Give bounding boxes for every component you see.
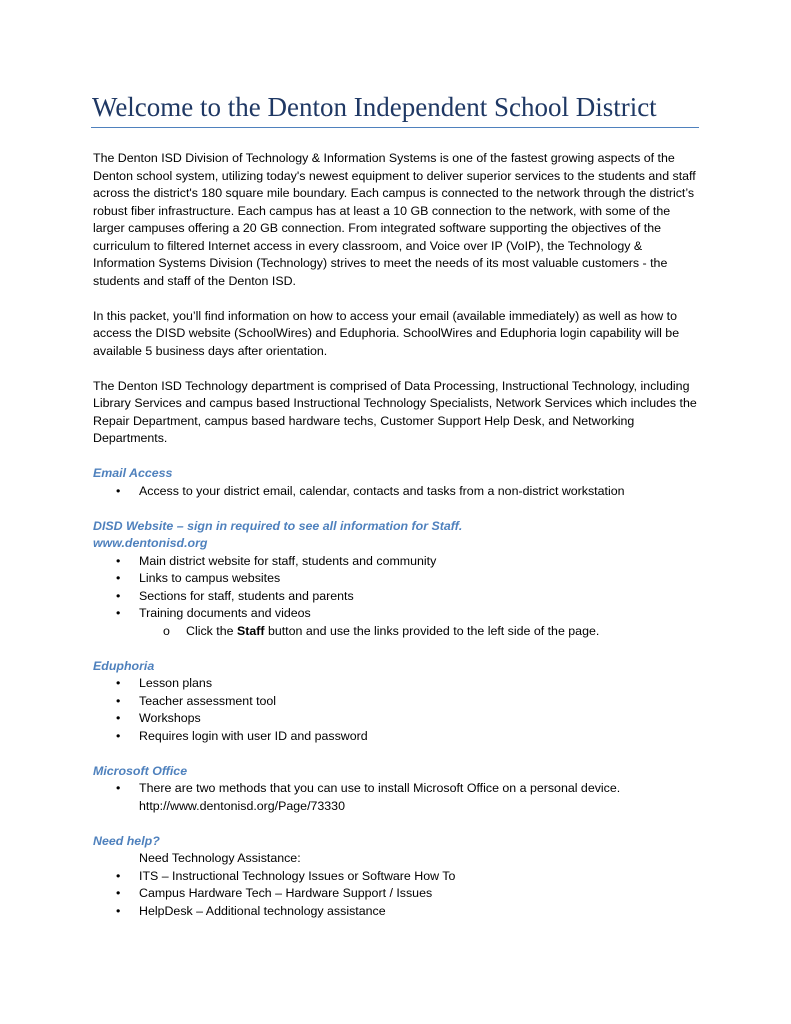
email-access-heading: Email Access: [93, 466, 173, 480]
intro-paragraph-2: In this packet, you’ll find information on how to access your email (available immediately) as well as how to access the DISD website (SchoolWires) and Eduphoria. SchoolWires and Eduphoria login capability will be available 5 business days after orientation.: [93, 308, 680, 358]
microsoft-office-section: [93, 763, 699, 816]
list-item: • Links to campus websites: [93, 570, 699, 588]
intro-paragraph-1: The Denton ISD Division of Technology & Information Systems is one of the fastest growing aspects of the Denton school system, utilizing today's newest equipment to deliver superior services to the students and staff across the district's 180 square mile boundary. Each campus is connected to the network through the district’s robust fiber infrastructure. Each campus has at least a 10 GB connection to the network, with some of the larger campuses offering a 20 GB connection. From integrated software supporting the objectives of the curriculum to filtered Internet access in every classroom, and Voice over IP (VoIP), the Technology & Information Systems Division (Technology) strives to meet the needs of its most valuable customers - the students and staff of the Denton ISD.: [93, 151, 696, 288]
staff-button-mention: Staff: [236, 623, 265, 638]
need-help-list: [93, 868, 699, 921]
email-access-section: [93, 465, 699, 500]
eduphoria-list: [93, 675, 699, 745]
disd-website-heading: DISD Website – sign in required to see all information for Staff.: [93, 518, 463, 533]
list-item: • Teacher assessment tool: [93, 693, 699, 711]
list-item: • Sections for staff, students and parents: [93, 588, 699, 606]
list-item: [93, 780, 699, 815]
office-install-text: There are two methods that you can use to install Microsoft Office on a personal device.: [139, 781, 621, 795]
title-underline: [91, 127, 699, 128]
need-help-intro: Need Technology Assistance:: [139, 851, 301, 865]
sub-item-before: Click the: [186, 623, 237, 638]
list-item: • Training documents and videos: [93, 605, 699, 623]
document-body: [93, 150, 699, 938]
disd-website-list: [93, 553, 699, 623]
need-help-section: [93, 833, 699, 921]
need-help-heading: Need help?: [93, 833, 160, 848]
list-item: • Access to your district email, calendar, contacts and tasks from a non-district workstation: [93, 483, 699, 501]
list-item: • Lesson plans: [93, 675, 699, 693]
email-access-list: [93, 483, 699, 501]
microsoft-office-heading: Microsoft Office: [93, 763, 188, 778]
list-item: • Requires login with user ID and password: [93, 728, 699, 746]
list-item: • HelpDesk – Additional technology assistance: [93, 903, 699, 921]
page-title: Welcome to the Denton Independent School District: [92, 92, 657, 122]
list-item: • ITS – Instructional Technology Issues or Software How To: [93, 868, 699, 886]
disd-website-url: www.dentonisd.org: [93, 536, 208, 550]
sub-item-after: button and use the links provided to the left side of the page.: [264, 623, 600, 638]
eduphoria-heading: Eduphoria: [93, 658, 155, 673]
list-item: • Main district website for staff, students and community: [93, 553, 699, 571]
office-install-link[interactable]: http://www.dentonisd.org/Page/73330: [139, 798, 345, 813]
intro-paragraph-3: The Denton ISD Technology department is comprised of Data Processing, Instructional Technology, including Library Services and campus based Instructional Technology Specialists, Network Services which includes the Repair Department, campus based hardware techs, Customer Support Help Desk, and Networking Departments.: [93, 378, 697, 445]
list-item: • Campus Hardware Tech – Hardware Support / Issues: [93, 885, 699, 903]
eduphoria-section: [93, 658, 699, 746]
disd-website-sublist: [93, 623, 699, 641]
list-item: • Workshops: [93, 710, 699, 728]
microsoft-office-list: [93, 780, 699, 815]
disd-website-section: [93, 518, 699, 641]
sub-list-item: [93, 623, 699, 641]
